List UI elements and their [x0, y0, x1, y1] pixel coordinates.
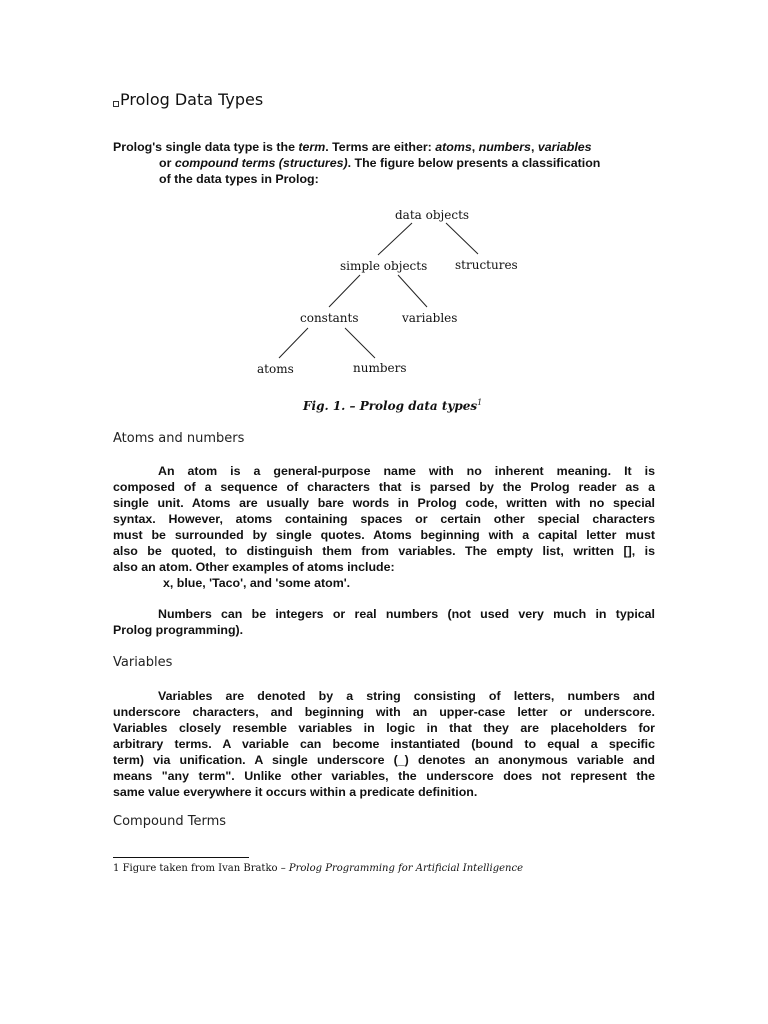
atoms-line: also be quoted, to distinguish them from variables. The empty list, written [], is — [113, 544, 655, 558]
edge-data-simple — [378, 223, 412, 255]
variables-line: Variables are denoted by a string consisting of letters, numbers and — [158, 689, 655, 703]
heading-compound-terms: Compound Terms — [113, 814, 227, 829]
atoms-line: syntax. However, atoms containing spaces or certain other special characters — [113, 512, 655, 526]
variables-line: means "any term". Unlike other variables, the underscore does not represent the — [113, 769, 655, 783]
edge-data-structures — [446, 223, 478, 254]
tree-edges — [279, 223, 478, 358]
footnote-book-title: Prolog Programming for Artificial Intelligence — [288, 863, 523, 874]
footnote-ref: 1 — [477, 398, 483, 407]
intro-line-3: of the data types in Prolog: — [159, 172, 319, 186]
numbers-line: Prolog programming). — [113, 623, 244, 637]
intro-paragraph — [113, 139, 655, 187]
numbers-paragraph — [113, 606, 655, 638]
edge-constants-numbers — [345, 328, 375, 358]
variables-line: same value everywhere it occurs within a predicate definition. — [113, 785, 478, 799]
edge-constants-atoms — [279, 328, 308, 358]
node-data-objects: data objects — [395, 208, 470, 222]
node-numbers: numbers — [353, 361, 407, 375]
node-simple-objects: simple objects — [340, 259, 428, 273]
footnote — [113, 863, 523, 874]
variables-line: arbitrary terms. A variable can become instantiated (bound to equal a specific — [113, 737, 655, 751]
heading-variables: Variables — [113, 655, 173, 670]
atoms-line: must be surrounded by single quotes. Atoms beginning with a capital letter must — [113, 528, 655, 542]
atoms-line: An atom is a general-purpose name with no inherent meaning. It is — [158, 464, 655, 478]
atoms-line: also an atom. Other examples of atoms include: — [113, 560, 395, 574]
variables-line: term) via unification. A single underscore (_) denotes an anonymous variable and — [113, 753, 655, 767]
variables-line: Variables closely resemble variables in logic in that they are placeholders for — [113, 721, 655, 735]
intro-line-2: or compound terms (structures). The figure below presents a classification — [159, 156, 601, 170]
footnote-text: Figure taken from Ivan Bratko – — [122, 863, 289, 874]
footnote-divider — [113, 857, 249, 858]
figure-caption — [303, 398, 482, 413]
edge-simple-constants — [329, 275, 360, 307]
node-atoms: atoms — [257, 362, 294, 376]
data-types-tree-diagram — [250, 195, 520, 385]
anchor-marker-icon — [113, 101, 119, 107]
page-title — [113, 90, 263, 109]
figure-caption-text: Fig. 1. – Prolog data types — [303, 399, 478, 413]
node-constants: constants — [300, 311, 359, 325]
edge-simple-variables — [398, 275, 427, 307]
node-variables: variables — [402, 311, 458, 325]
heading-atoms-and-numbers: Atoms and numbers — [113, 431, 245, 446]
numbers-line: Numbers can be integers or real numbers (not used very much in typical — [158, 607, 655, 621]
atoms-paragraph — [113, 463, 655, 591]
variables-line: underscore characters, and beginning with an upper-case letter or underscore. — [113, 705, 655, 719]
node-structures: structures — [455, 258, 518, 272]
atoms-line: composed of a sequence of characters that is parsed by the Prolog reader as a — [113, 480, 655, 494]
footnote-number: 1 — [113, 863, 120, 874]
variables-paragraph — [113, 688, 655, 800]
intro-line-1: Prolog's single data type is the term. Terms are either: atoms, numbers, variables — [113, 140, 592, 154]
page-title-text: Prolog Data Types — [120, 90, 264, 109]
atoms-examples: x, blue, 'Taco', and 'some atom'. — [163, 576, 351, 590]
atoms-line: single unit. Atoms are usually bare words in Prolog code, written with no special — [113, 496, 655, 510]
